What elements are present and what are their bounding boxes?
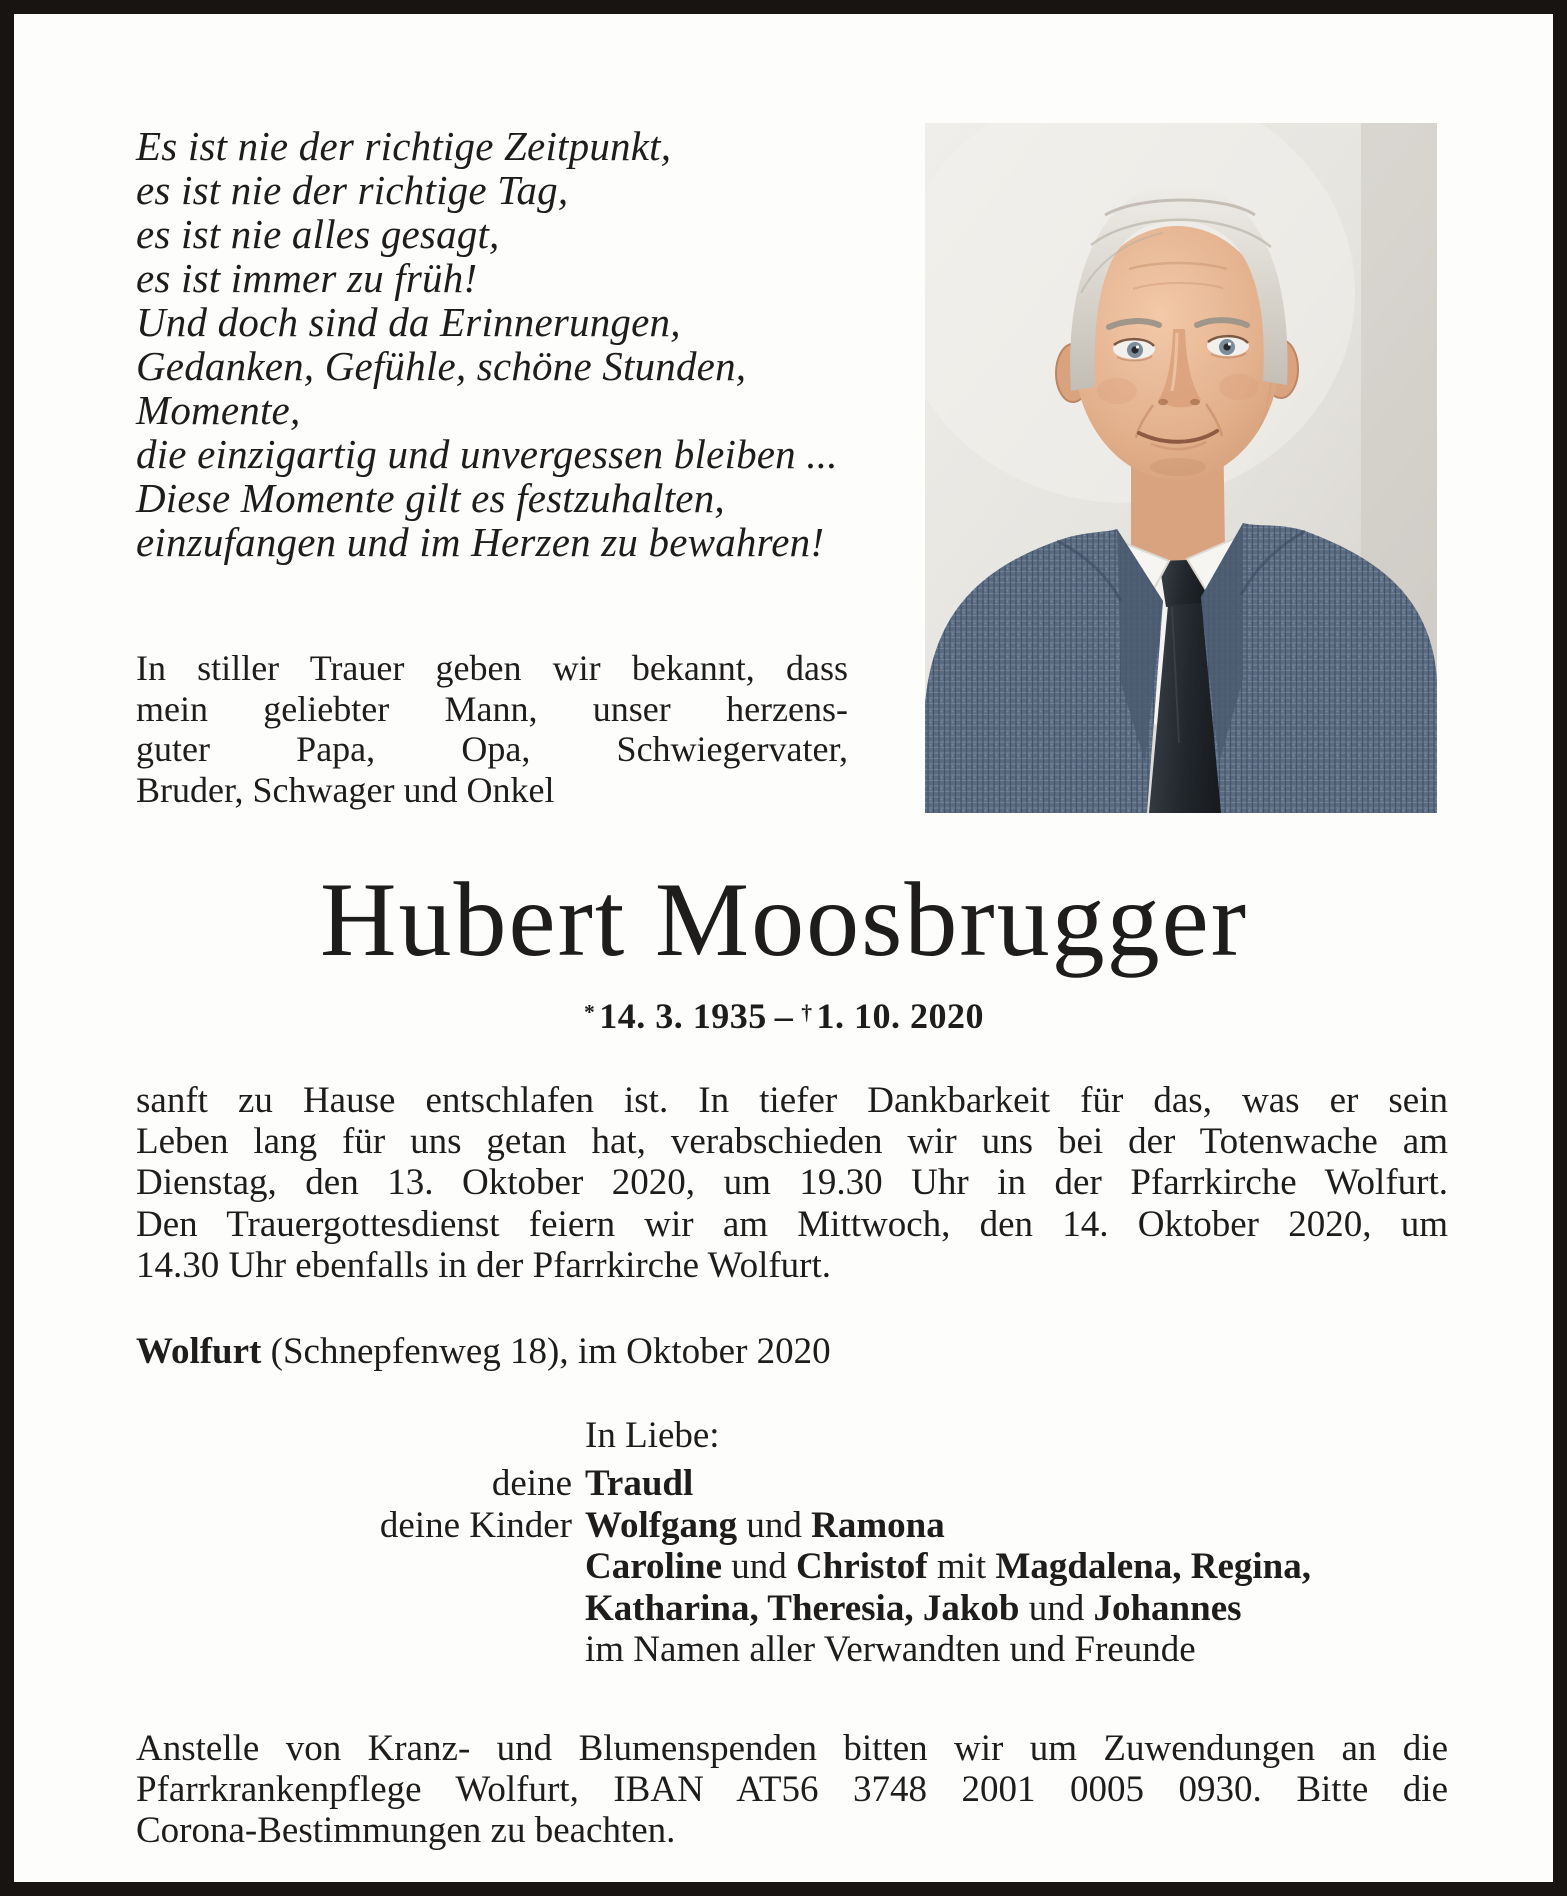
bold-text: Wolfgang [585,1504,738,1546]
bold-text: Caroline [585,1546,723,1588]
plain-text: im Namen aller Verwandten und Freunde [585,1629,1196,1671]
text-line: die einzigartig und unvergessen bleiben ... [136,431,838,477]
text-line: es ist immer zu früh! [136,255,478,301]
location-date-line [136,1330,831,1373]
donation-note [136,1728,1448,1852]
text-line: Anstelle von Kranz- und Blumenspenden bitten wir um Zuwendungen an die [136,1728,1448,1769]
portrait-illustration [925,123,1437,813]
text-line: Gedanken, Gefühle, schöne Stunden, [136,343,747,389]
life-dates [128,995,1440,1037]
family-row-label: deine [491,1463,572,1504]
text-line: es ist nie alles gesagt, [136,211,500,257]
family-row [136,1463,1311,1505]
bold-text: Traudl [585,1463,694,1504]
family-row [136,1588,1311,1630]
bold-text: Johannes [1093,1587,1242,1629]
family-row-label [136,1629,572,1671]
text-line: Und doch sind da Erinnerungen, [136,299,681,345]
plain-text: und [722,1546,797,1588]
death-symbol: † [801,999,813,1024]
bold-text: Katharina, Theresia, Jakob [585,1587,1020,1629]
text-line: In stiller Trauer geben wir bekannt, dass [136,648,848,688]
family-row [136,1546,1311,1588]
text-line: Den Trauergottesdienst feiern wir am Mittwoch, den 14. Oktober 2020, um [136,1203,1448,1245]
birth-date: 14. 3. 1935 [599,996,767,1036]
family-row-names [585,1505,945,1547]
text-line: Leben lang für uns getan hat, verabschieden wir uns bei der Totenwache am [136,1121,1448,1163]
text-line: Pfarrkrankenpflege Wolfurt, IBAN AT56 3748 2001 0005 0930. Bitte die [136,1769,1448,1811]
text-line: Corona-Bestimmungen zu beachten. [136,1810,676,1852]
family-row [136,1629,1311,1671]
text-line: Momente, [136,387,301,433]
text-line: sanft zu Hause entschlafen ist. In tiefer Dankbarkeit für das, was er sein [136,1080,1448,1121]
text-line: mein geliebter Mann, unser herzens- [136,688,848,729]
plain-text: und [1019,1587,1094,1629]
death-date: 1. 10. 2020 [816,996,985,1036]
bold-text: Ramona [811,1504,945,1546]
birth-symbol: * [583,999,596,1024]
closing-salutation: In Liebe: [585,1415,720,1456]
date-separator: – [774,996,794,1036]
plain-text: mit [927,1546,996,1588]
family-row-names [585,1588,1242,1630]
plain-text: und [737,1504,812,1546]
family-row-label [136,1588,572,1630]
text-line: Dienstag, den 13. Oktober 2020, um 19.30 Uhr in der Pfarrkirche Wolfurt. [136,1162,1448,1204]
bold-text: Christof [796,1546,928,1588]
announcement-text [136,648,848,810]
bold-text: Magdalena, Regina, [995,1546,1311,1588]
portrait-photo [925,123,1437,813]
text-line: einzufangen und im Herzen zu bewahren! [136,519,825,565]
family-row-names [585,1629,1196,1671]
text-line: Diese Momente gilt es festzuhalten, [136,475,725,521]
memorial-poem [136,124,838,564]
bold-text: Wolfurt [136,1331,262,1372]
text-line: es ist nie der richtige Tag, [136,167,569,213]
family-row-label [136,1546,572,1588]
text-line: Bruder, Schwager und Onkel [136,769,555,810]
family-row [136,1505,1311,1547]
funeral-details [136,1080,1448,1286]
family-row-names [585,1546,1311,1588]
plain-text: (Schnepfenweg 18), im Oktober 2020 [261,1331,831,1372]
family-row-label: deine Kinder [379,1504,572,1546]
text-line: 14.30 Uhr ebenfalls in der Pfarrkirche Wolfurt. [136,1244,832,1286]
family-list [136,1463,1311,1671]
deceased-name: Hubert Moosbrugger [320,861,1248,978]
text-line: Es ist nie der richtige Zeitpunkt, [136,123,672,169]
text-line: guter Papa, Opa, Schwiegervater, [136,729,848,770]
family-row-names [585,1463,693,1505]
